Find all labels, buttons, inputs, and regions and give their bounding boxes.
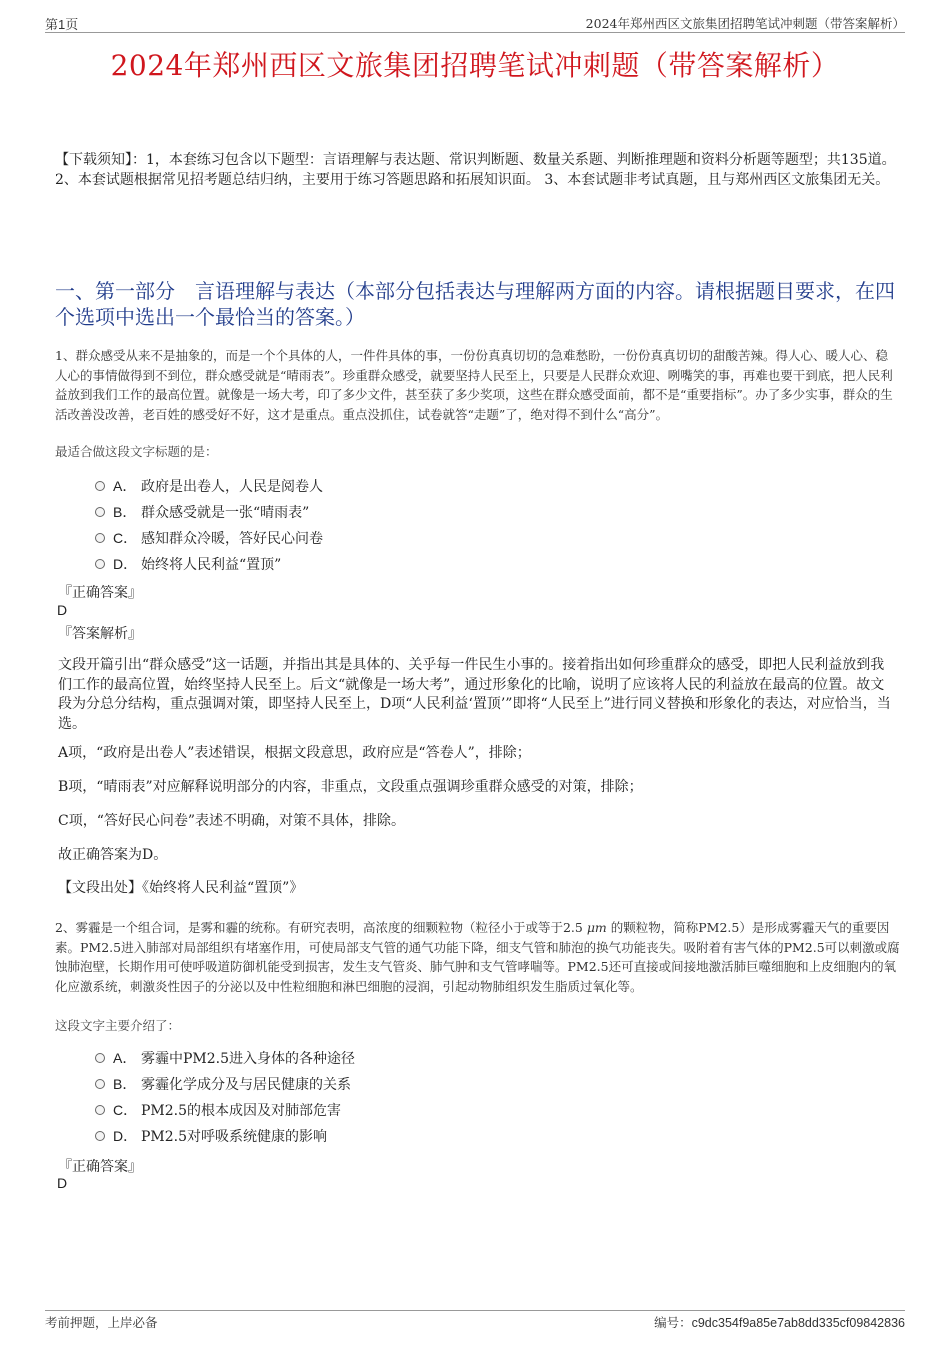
option-label: A．: [113, 1050, 137, 1066]
q1-analysis-a: A项，“政府是出卷人”表述错误，根据文段意思，政府应是“答卷人”，排除；: [58, 745, 531, 761]
option-label: C．: [113, 1102, 138, 1118]
code-label: 编号：: [654, 1315, 692, 1330]
document-code: [654, 1313, 905, 1331]
running-title: 2024年郑州西区文旅集团招聘笔试冲刺题（带答案解析）: [585, 16, 905, 31]
q1-analysis-c: C项，“答好民心问卷”表述不明确，对策不具体，排除。: [58, 813, 406, 829]
q1-analysis-paragraph: 文段开篇引出“群众感受”这一话题，并指出其是具体的、关乎每一件民生小事的。接着指出如何珍重群众的感受，即把人民利益放到我们工作的最高位置，始终坚持人民至上。后文“就像是一场大考”，通过形象化的比喻，说明了应该将人民的利益放在最高的位置。故文段为分总分结构，重点强调对策，即坚持人民至上，D项“人民利益‘置顶’”即将“人民至上”进行同义替换和形象化的表达，对应恰当，当选。: [58, 657, 891, 732]
radio-button-icon[interactable]: [95, 1131, 105, 1141]
page-title: 2024年郑州西区文旅集团招聘笔试冲刺题（带答案解析）: [110, 49, 840, 82]
q2-option-b[interactable]: [95, 1073, 351, 1095]
option-text: 雾霾中PM2.5进入身体的各种途径: [141, 1051, 356, 1067]
q1-source: 【文段出处】《始终将人民利益“置顶”》: [58, 880, 304, 896]
q1-option-b[interactable]: [95, 501, 309, 523]
q1-option-d[interactable]: [95, 553, 281, 575]
header-divider: [45, 32, 905, 33]
q2-answer-label: 『正确答案』: [58, 1159, 142, 1175]
radio-button-icon[interactable]: [95, 559, 105, 569]
option-text: 群众感受就是一张“晴雨表”: [141, 505, 310, 521]
radio-button-icon[interactable]: [95, 533, 105, 543]
question-1-prompt: 最适合做这段文字标题的是：: [55, 444, 218, 459]
q1-answer-label: 『正确答案』: [58, 585, 142, 601]
option-text: 雾霾化学成分及与居民健康的关系: [141, 1077, 351, 1093]
option-label: C．: [113, 530, 138, 546]
q1-answer: D: [57, 602, 68, 618]
question-1-text: 1、群众感受从来不是抽象的，而是一个个具体的人，一件件具体的事，一份份真真切切的急难愁盼，一份份真真切切的甜酸苦辣。得人心、暖人心、稳人心的事情做得到不到位，群众感受就是“晴雨表”。珍重群众感受，就要坚持人民至上，只要是人民群众欢迎、咧嘴笑的事，再难也要干到底，把人民利益放到我们工作的最高位置。就像是一场大考，印了多少文件，甚至获了多少奖项，这些在群众感受面前，都不是“重要指标”。办了多少实事，群众的生活改善没改善，老百姓的感受好不好，这才是重点。重点没抓住，试卷就答“走题”了，绝对得不到什么“高分”。: [55, 348, 893, 422]
q1-option-c[interactable]: [95, 527, 323, 549]
question-2-text-part2: 的颗粒物，简称PM2.5）是形成雾霾天气的重要因素。PM2.5进入肺部对局部组织有堵塞作用，可使局部支气管的通气功能下降，细支气管和肺泡的换气功能丧失。吸附着有害气体的PM2.5可以刺激或腐蚀肺泡壁，长期作用可使呼吸道防御机能受到损害，发生支气管炎、肺气肿和支气管哮喘等。PM2.5还可直接或间接地激活肺巨噬细胞和上皮细胞内的氧化应激系统，刺激炎性因子的分泌以及中性粒细胞和淋巴细胞的浸润，引起动物肺组织发生脂质过氧化等。: [55, 920, 900, 994]
radio-button-icon[interactable]: [95, 1053, 105, 1063]
radio-button-icon[interactable]: [95, 1105, 105, 1115]
option-text: PM2.5的根本成因及对肺部危害: [141, 1103, 342, 1119]
q1-analysis-conclusion: 故正确答案为D。: [58, 847, 168, 863]
option-label: D．: [113, 1128, 138, 1144]
radio-button-icon[interactable]: [95, 1079, 105, 1089]
q2-option-a[interactable]: [95, 1047, 355, 1069]
option-text: PM2.5对呼吸系统健康的影响: [141, 1129, 328, 1145]
option-text: 始终将人民利益“置顶”: [141, 557, 282, 573]
option-label: D．: [113, 556, 138, 572]
option-text: 感知群众冷暖，答好民心问卷: [141, 531, 323, 547]
section-heading: 一、第一部分 言语理解与表达（本部分包括表达与理解两方面的内容。请根据题目要求，在四个选项中选出一个最恰当的答案。）: [55, 279, 895, 329]
radio-button-icon[interactable]: [95, 507, 105, 517]
option-label: B．: [113, 504, 137, 520]
question-2-text: [55, 918, 900, 996]
footer-slogan: 考前押题，上岸必备: [45, 1315, 158, 1330]
question-2-prompt: 这段文字主要介绍了：: [55, 1018, 181, 1033]
option-text: 政府是出卷人，人民是阅卷人: [141, 479, 323, 495]
micrometer-unit: μm: [586, 920, 607, 935]
option-label: B．: [113, 1076, 137, 1092]
footer-divider: [45, 1310, 905, 1311]
q1-analysis-b: B项，“晴雨表”对应解释说明部分的内容，非重点，文段重点强调珍重群众感受的对策，排除；: [58, 779, 643, 795]
q2-option-d[interactable]: [95, 1125, 327, 1147]
option-label: A．: [113, 478, 137, 494]
question-2-text-part1: 2、雾霾是一个组合词，是雾和霾的统称。有研究表明，高浓度的细颗粒物（粒径小于或等于2.5: [55, 920, 587, 935]
q1-option-a[interactable]: [95, 475, 323, 497]
radio-button-icon[interactable]: [95, 481, 105, 491]
page-number: 第1页: [45, 17, 79, 32]
download-notice: 【下载须知】：1，本套练习包含以下题型：言语理解与表达题、常识判断题、数量关系题、判断推理题和资料分析题等题型；共135道。 2、本套试题根据常见招考题总结归纳，主要用于练习答题思路和拓展知识面。 3、本套试题非考试真题，且与郑州西区文旅集团无关。: [55, 152, 896, 188]
q2-answer: D: [57, 1175, 68, 1191]
code-value: c9dc354f9a85e7ab8dd335cf09842836: [691, 1316, 905, 1330]
q1-analysis-label: 『答案解析』: [58, 626, 142, 642]
q2-option-c[interactable]: [95, 1099, 341, 1121]
